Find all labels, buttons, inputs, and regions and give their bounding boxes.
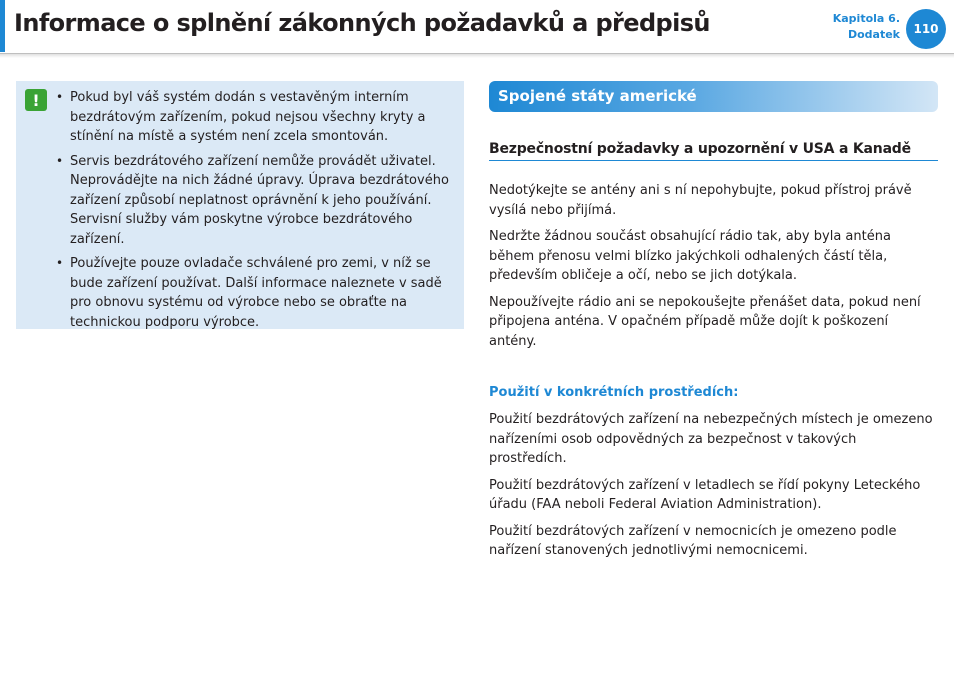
- paragraph: Použití bezdrátových zařízení na nebezpečných místech je omezeno nařízeními osob odpovědných za bezpečnost v takových prostředích.: [489, 412, 933, 466]
- header-accent-bar: [0, 0, 5, 52]
- list-item-text: Používejte pouze ovladače schválené pro zemi, v níž se bude zařízení používat. Další informace naleznete v sadě pro obnovu systému od výrobce nebo se obraťte na technickou podporu výrobce.: [70, 256, 442, 330]
- subsection-heading: Bezpečnostní požadavky a upozornění v USA a Kanadě: [489, 141, 938, 161]
- list-item: [54, 88, 454, 147]
- exclamation-icon: !: [25, 89, 47, 111]
- caution-note: [16, 81, 464, 329]
- section-heading: Spojené státy americké: [489, 81, 938, 112]
- list-item-text: Servis bezdrátového zařízení nemůže provádět uživatel. Neprovádějte na nich žádné úpravy. Úprava bezdrátového zařízení způsobí neplatnost oprávnění k jeho používání. Servisní služby vám poskytne výrobce bezdrátového zařízení.: [70, 153, 449, 247]
- header-divider: [0, 53, 954, 54]
- bullet-icon: •: [56, 153, 64, 168]
- page-title: Informace o splnění zákonných požadavků a předpisů: [14, 9, 710, 37]
- chapter-name: Dodatek: [847, 28, 900, 41]
- list-item: [54, 152, 454, 250]
- list-item: [54, 254, 454, 332]
- page-header: [0, 0, 954, 58]
- main-content: [489, 81, 938, 561]
- bullet-icon: •: [56, 256, 64, 270]
- paragraph: Nedotýkejte se antény ani s ní nepohybujte, pokud přístroj právě vysílá nebo přijímá.: [489, 183, 912, 218]
- list-item-text: Pokud byl váš systém dodán s vestavěným interním bezdrátovým zařízením, pokud nejsou všechny kryty a stínění na místě a systém není zcela smontován.: [70, 90, 426, 144]
- environment-heading: Použití v konkrétních prostředích:: [489, 385, 739, 400]
- caution-list: [54, 88, 454, 337]
- paragraph: Použití bezdrátových zařízení v letadlech se řídí pokyny Leteckého úřadu (FAA neboli Federal Aviation Administration).: [489, 477, 921, 512]
- bullet-icon: •: [56, 90, 64, 104]
- page-number-badge: 110: [906, 9, 946, 49]
- paragraph: Nedržte žádnou součást obsahující rádio tak, aby byla anténa během přenosu velmi blízko jakýchkoli odhalených částí těla, především obličeje a očí, nebo se jich dotýkala.: [489, 229, 891, 283]
- paragraph: Nepoužívejte rádio ani se nepokoušejte přenášet data, pokud není připojena anténa. V opačném případě může dojít k poškození antény.: [489, 294, 921, 349]
- paragraph: Použití bezdrátových zařízení v nemocnicích je omezeno podle nařízení stanovených jednotlivými nemocnicemi.: [489, 523, 897, 558]
- chapter-number: Kapitola 6.: [832, 12, 900, 25]
- chapter-label: [833, 11, 900, 43]
